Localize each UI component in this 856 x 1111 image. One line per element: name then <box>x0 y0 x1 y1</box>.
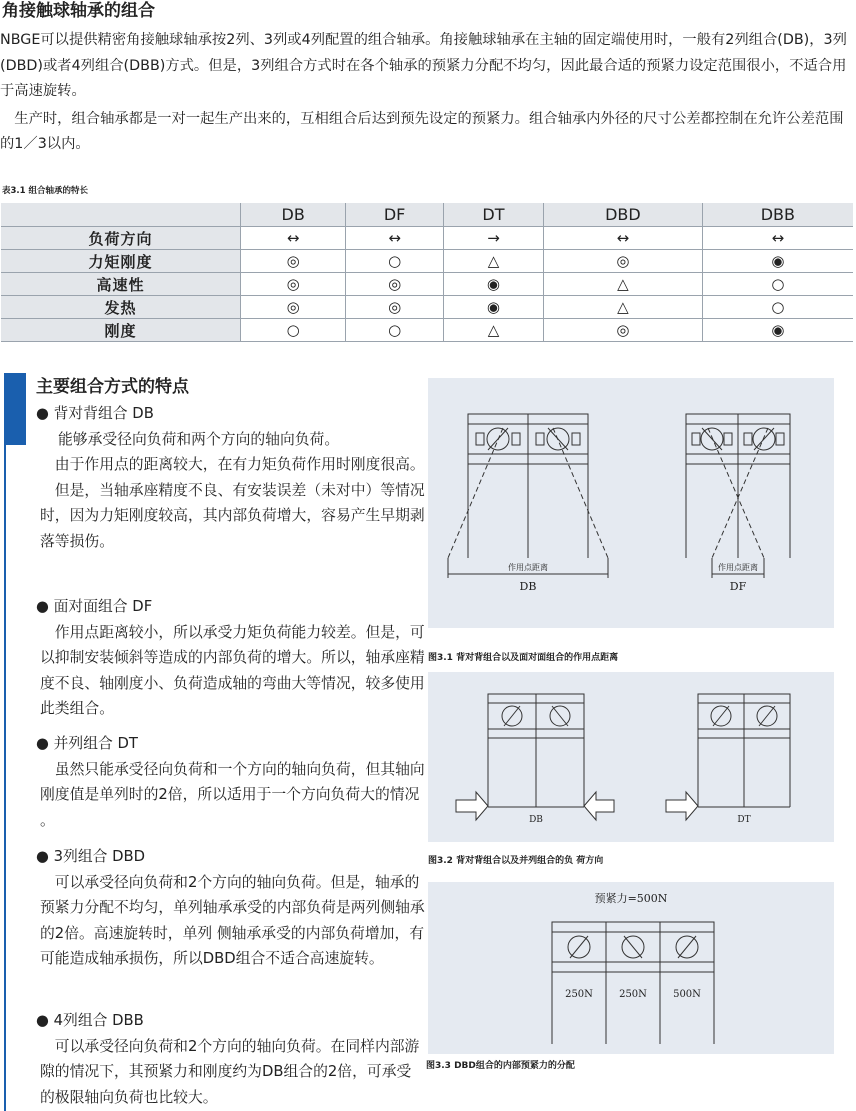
document-title: 角接触球轴承的组合 <box>2 1 155 21</box>
table-cell: ◎ <box>544 250 703 273</box>
list-item-db <box>0 401 426 554</box>
table-cell: △ <box>443 250 543 273</box>
table-row <box>1 319 853 342</box>
item-text: 但是，当轴承座精度不良、有安装误差（未对中）等情况时，因为力矩刚度较高，其内部负荷增大，容易产生早期剥落等损伤。 <box>40 481 425 550</box>
table-cell: △ <box>544 296 703 319</box>
fig3-load-1: 250N <box>565 989 593 1000</box>
item-text: 作用点距离较小，所以承受力矩负荷能力较差。但是，可以抑制安装倾斜等造成的内部负荷的增大。所以，轴承座精度不良、轴刚度小、负荷造成轴的弯曲大等情况，较多使用此类组合。 <box>40 623 425 717</box>
fig1-label-right: 作用点距离 <box>718 563 758 572</box>
item-text: 可以承受径向负荷和2个方向的轴向负荷。但是，轴承的预紧力分配不均匀，单列轴承承受的内部负荷是两列侧轴承的2倍。高速旋转时，单列 侧轴承承受的内部负荷增加，有可能造成轴承损伤，所以DBD组合不适合高速旋转。 <box>40 873 425 967</box>
table-cell: ◉ <box>443 296 543 319</box>
table-cell: ↔ <box>702 227 853 250</box>
table-cell: ◉ <box>702 250 853 273</box>
figure-3-2-drawing <box>428 672 834 842</box>
column-header: DB <box>241 203 346 227</box>
table-cell: ◎ <box>544 319 703 342</box>
column-header: DT <box>443 203 543 227</box>
fig1-name-right: DF <box>729 580 747 593</box>
list-item-dbb <box>0 1008 426 1110</box>
figure-3-2-caption: 图3.2 背对背组合以及并列组合的负 荷方向 <box>428 856 604 866</box>
table-cell: ↔ <box>241 227 346 250</box>
table-cell: ◎ <box>241 273 346 296</box>
fig1-label-left: 作用点距离 <box>508 563 548 572</box>
fig3-preload-label: 预紧力=500N <box>594 892 668 905</box>
fig3-load-3: 500N <box>673 989 701 1000</box>
item-text: 由于作用点的距离较大，在有力矩负荷作用时刚度很高。 <box>40 456 425 473</box>
table-cell: ○ <box>702 296 853 319</box>
item-text: 可以承受径向负荷和2个方向的轴向负荷。在同样内部游隙的情况下，其预紧力和刚度约为DB组合的2倍，可承受的极限轴向负荷也比较大。 <box>40 1037 420 1106</box>
table-row <box>1 227 853 250</box>
item-heading: ● 背对背组合 DB <box>36 405 154 422</box>
fig2-name-right: DT <box>737 815 751 825</box>
column-header: DBD <box>544 203 703 227</box>
table-header-row <box>1 203 853 227</box>
table-cell: ◎ <box>241 250 346 273</box>
figure-3-2 <box>428 672 834 842</box>
figure-3-3 <box>428 882 834 1054</box>
table-row <box>1 250 853 273</box>
table-cell: ○ <box>241 319 346 342</box>
figure-3-1-drawing <box>428 378 834 628</box>
item-heading: ● 并列组合 DT <box>36 735 138 752</box>
table-caption: 表3.1 组合轴承的特长 <box>2 186 89 196</box>
intro-paragraph-2: 生产时，组合轴承都是一对一起生产出来的，互相组合后达到预先设定的预紧力。组合轴承内外径的尺寸公差都控制在允许公差范围的1／3以内。 <box>0 110 844 152</box>
intro-paragraph-1: NBGE可以提供精密角接触球轴承按2列、3列或4列配置的组合轴承。角接触球轴承在主轴的固定端使用时，一般有2列组合(DB)，3列(DBD)或者4列组合(DBB)方式。但是，3列组合方式时在各个轴承的预紧力分配不均匀，因此最合适的预紧力设定范围很小，不适合用于高速旋转。 <box>0 32 847 99</box>
list-item-dbd <box>0 844 426 972</box>
row-label: 高速性 <box>1 273 241 296</box>
table-cell: ◎ <box>241 296 346 319</box>
figure-3-3-caption: 图3.3 DBD组合的内部预紧力的分配 <box>426 1061 575 1071</box>
row-label: 力矩刚度 <box>1 250 241 273</box>
item-heading: ● 3列组合 DBD <box>36 848 146 865</box>
table-cell: ◉ <box>702 319 853 342</box>
list-item-df <box>0 594 426 722</box>
figure-3-1-caption: 图3.1 背对背组合以及面对面组合的作用点距离 <box>428 653 619 663</box>
row-label: 发热 <box>1 296 241 319</box>
fig2-name-left: DB <box>529 815 543 825</box>
item-heading: ● 4列组合 DBB <box>36 1012 144 1029</box>
table-row <box>1 296 853 319</box>
table-cell: △ <box>544 273 703 296</box>
figure-3-3-drawing <box>428 882 834 1054</box>
table-cell: ◉ <box>443 273 543 296</box>
table-cell: ○ <box>702 273 853 296</box>
table-cell: ↔ <box>544 227 703 250</box>
figure-3-1 <box>428 378 834 628</box>
table-row <box>1 273 853 296</box>
feature-table <box>1 203 853 342</box>
table-corner <box>1 203 241 227</box>
section-heading: 主要组合方式的特点 <box>36 377 189 397</box>
table-cell: ◎ <box>346 273 444 296</box>
column-header: DF <box>346 203 444 227</box>
table-cell: ↔ <box>346 227 444 250</box>
table-cell: ○ <box>346 319 444 342</box>
table-cell: ◎ <box>346 296 444 319</box>
intro-text <box>0 28 856 158</box>
table-cell: ○ <box>346 250 444 273</box>
list-item-dt <box>0 731 426 833</box>
row-label: 刚度 <box>1 319 241 342</box>
item-text: 能够承受径向负荷和两个方向的轴向负荷。 <box>58 430 340 448</box>
row-label: 负荷方向 <box>1 227 241 250</box>
item-heading: ● 面对面组合 DF <box>36 598 153 615</box>
item-text: 虽然只能承受径向负荷和一个方向的轴向负荷，但其轴向刚度值是单列时的2倍，所以适用于一个方向负荷大的情况 。 <box>40 760 425 829</box>
table-cell: → <box>443 227 543 250</box>
fig3-load-2: 250N <box>619 989 647 1000</box>
table-cell: △ <box>443 319 543 342</box>
fig1-name-left: DB <box>519 580 537 593</box>
column-header: DBB <box>702 203 853 227</box>
